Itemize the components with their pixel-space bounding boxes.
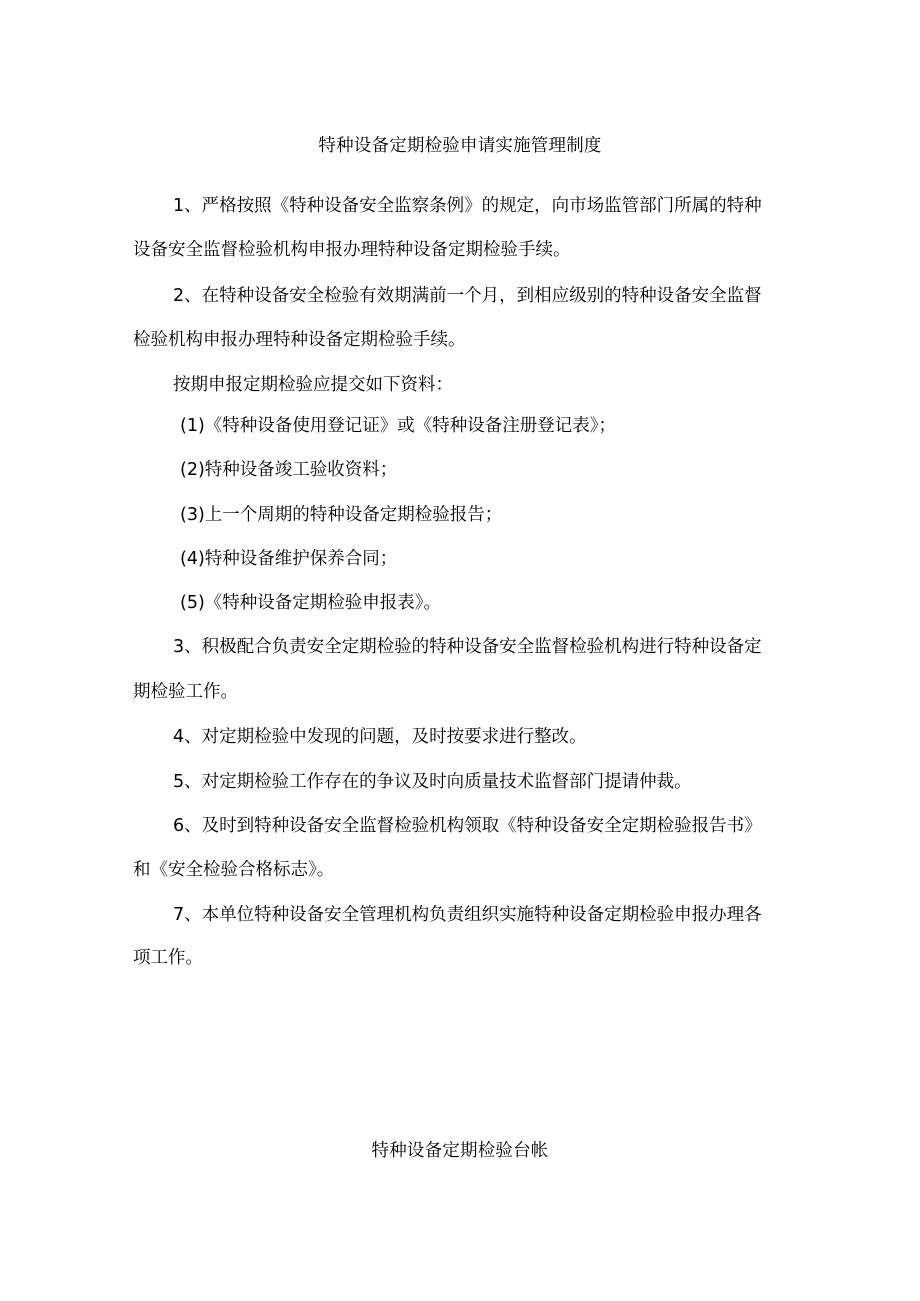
paragraph-line: 2、在特种设备安全检验有效期满前一个月，到相应级别的特种设备安全监督 bbox=[173, 286, 762, 306]
paragraph-line: 按期申报定期检验应提交如下资料： bbox=[173, 375, 453, 395]
paragraph-line: 设备安全监督检验机构申报办理特种设备定期检验手续。 bbox=[133, 240, 571, 260]
paragraph-line: 项工作。 bbox=[133, 948, 203, 968]
paragraph-line: 检验机构申报办理特种设备定期检验手续。 bbox=[133, 330, 466, 350]
list-item: (1)《特种设备使用登记证》或《特种设备注册登记表》； bbox=[180, 416, 617, 436]
paragraph-line: 3、积极配合负责安全定期检验的特种设备安全监督检验机构进行特种设备定 bbox=[173, 637, 762, 657]
paragraph-line: 4、对定期检验中发现的问题，及时按要求进行整改。 bbox=[173, 727, 587, 747]
paragraph-line: 5、对定期检验工作存在的争议及时向质量技术监督部门提请仲裁。 bbox=[173, 772, 692, 792]
paragraph-line: 1、严格按照《特种设备安全监察条例》的规定，向市场监管部门所属的特种 bbox=[173, 196, 762, 216]
list-item: (4)特种设备维护保养合同； bbox=[180, 549, 398, 569]
list-item: (3)上一个周期的特种设备定期检验报告； bbox=[180, 505, 503, 525]
list-item: (2)特种设备竣工验收资料； bbox=[180, 460, 398, 480]
document-title: 特种设备定期检验申请实施管理制度 bbox=[318, 136, 602, 156]
paragraph-line: 期检验工作。 bbox=[133, 682, 238, 702]
ledger-title: 特种设备定期检验台帐 bbox=[371, 1141, 549, 1161]
paragraph-line: 7、本单位特种设备安全管理机构负责组织实施特种设备定期检验申报办理各 bbox=[173, 905, 762, 925]
paragraph-line: 6、及时到特种设备安全监督检验机构领取《特种设备安全定期检验报告书》 bbox=[173, 816, 762, 836]
paragraph-line: 和《安全检验合格标志》。 bbox=[133, 860, 335, 880]
list-item: (5)《特种设备定期检验申报表》。 bbox=[180, 593, 442, 613]
